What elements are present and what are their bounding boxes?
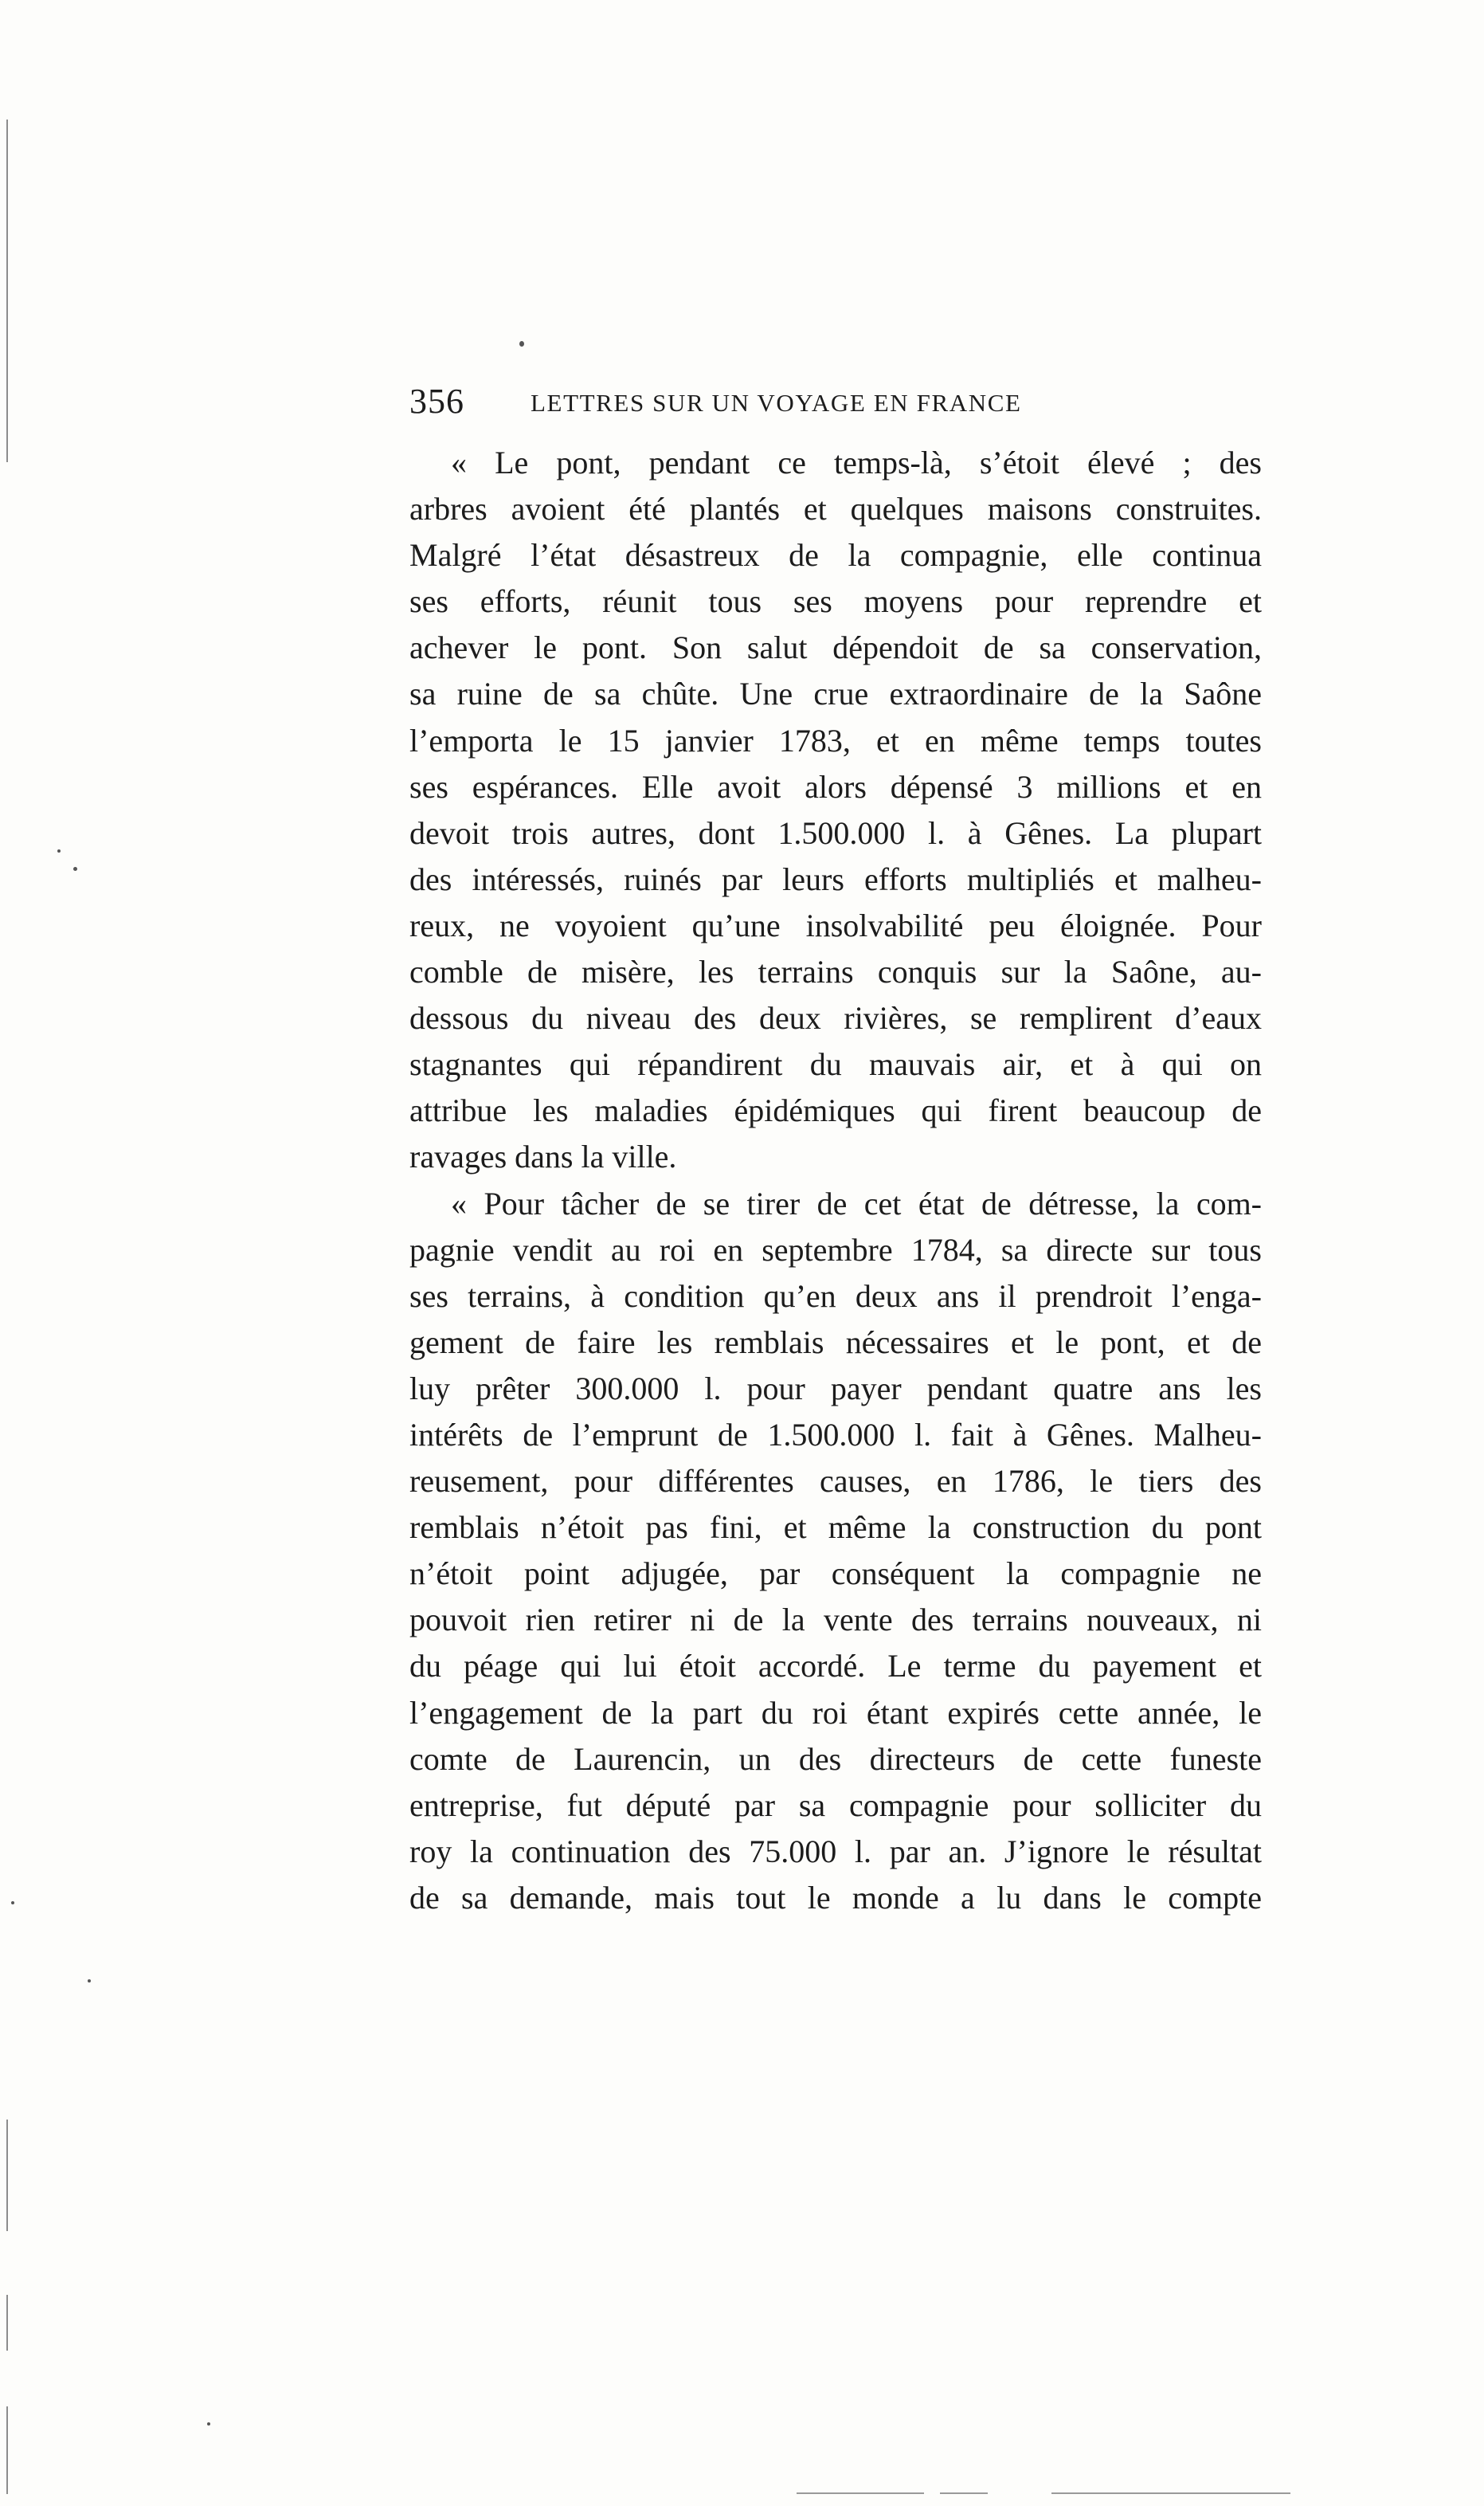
text-line: pagnie vendit au roi en septembre 1784, sa directe sur tous	[409, 1231, 1262, 1268]
scan-edge-mark	[6, 120, 8, 462]
text-line: arbres avoient été plantés et quelques maisons construites.	[409, 491, 1262, 527]
text-line: ses efforts, réunit tous ses moyens pour reprendre et	[409, 583, 1262, 620]
text-line: du péage qui lui étoit accordé. Le terme du payement et	[409, 1648, 1262, 1684]
text-line: achever le pont. Son salut dépendoit de sa conservation,	[409, 629, 1262, 666]
text-line: n’étoit point adjugée, par conséquent la compagnie ne	[409, 1555, 1262, 1592]
text-line: reusement, pour différentes causes, en 1786, le tiers des	[409, 1463, 1262, 1500]
body-text	[409, 440, 1262, 1921]
ink-speck	[207, 2422, 210, 2426]
text-line: ses terrains, à condition qu’en deux ans il prendroit l’enga-	[409, 1277, 1262, 1314]
text-line: l’engagement de la part du roi étant expirés cette année, le	[409, 1694, 1262, 1731]
text-line: ravages dans la ville.	[409, 1139, 677, 1175]
scan-edge-mark	[6, 2406, 8, 2494]
text-line: « Le pont, pendant ce temps-là, s’étoit élevé ; des	[451, 445, 1262, 480]
ink-speck	[11, 1901, 14, 1904]
page-number: 356	[409, 382, 464, 421]
text-line: roy la continuation des 75.000 l. par an. J’ignore le résultat	[409, 1833, 1262, 1869]
text-line: gement de faire les remblais nécessaires et le pont, et de	[409, 1324, 1262, 1360]
ink-speck	[88, 1979, 91, 1982]
text-line: comte de Laurencin, un des directeurs de cette funeste	[409, 1740, 1262, 1777]
text-line: entreprise, fut député par sa compagnie pour solliciter du	[409, 1786, 1262, 1823]
paragraph	[409, 440, 1262, 1181]
text-line: des intéressés, ruinés par leurs efforts multipliés et malheu-	[409, 861, 1262, 897]
running-title: LETTRES SUR UN VOYAGE EN FRANCE	[531, 389, 1022, 417]
text-line: Malgré l’état désastreux de la compagnie, elle continua	[409, 537, 1262, 574]
running-head	[409, 378, 1262, 426]
scan-bottom-rule	[1051, 2492, 1290, 2494]
ink-speck	[519, 341, 524, 347]
text-line: intérêts de l’emprunt de 1.500.000 l. fait à Gênes. Malheu-	[409, 1416, 1262, 1453]
text-line: dessous du niveau des deux rivières, se remplirent d’eaux	[409, 1000, 1262, 1037]
text-line: l’emporta le 15 janvier 1783, et en même temps toutes	[409, 722, 1262, 759]
text-line: devoit trois autres, dont 1.500.000 l. à Gênes. La plupart	[409, 814, 1262, 851]
text-line: de sa demande, mais tout le monde a lu dans le compte	[409, 1879, 1262, 1916]
text-line: luy prêter 300.000 l. pour payer pendant quatre ans les	[409, 1370, 1262, 1406]
scan-bottom-rule	[940, 2492, 988, 2494]
text-line: stagnantes qui répandirent du mauvais air, et à qui on	[409, 1046, 1262, 1083]
ink-speck	[57, 849, 61, 853]
text-line: ses espérances. Elle avoit alors dépensé 3 millions et en	[409, 768, 1262, 805]
scan-edge-mark	[6, 2295, 8, 2351]
text-line: comble de misère, les terrains conquis sur la Saône, au-	[409, 954, 1262, 990]
ink-speck	[73, 867, 77, 871]
text-line: reux, ne voyoient qu’une insolvabilité peu éloignée. Pour	[409, 907, 1262, 943]
text-line: sa ruine de sa chûte. Une crue extraordinaire de la Saône	[409, 676, 1262, 712]
scan-edge-mark	[6, 2120, 8, 2231]
scan-bottom-rule	[797, 2492, 924, 2494]
text-line: attribue les maladies épidémiques qui firent beaucoup de	[409, 1092, 1262, 1129]
text-line: remblais n’étoit pas fini, et même la construction du pont	[409, 1509, 1262, 1546]
text-line: « Pour tâcher de se tirer de cet état de détresse, la com-	[451, 1185, 1262, 1222]
paragraph	[409, 1181, 1262, 1922]
text-line: pouvoit rien retirer ni de la vente des terrains nouveaux, ni	[409, 1602, 1262, 1638]
